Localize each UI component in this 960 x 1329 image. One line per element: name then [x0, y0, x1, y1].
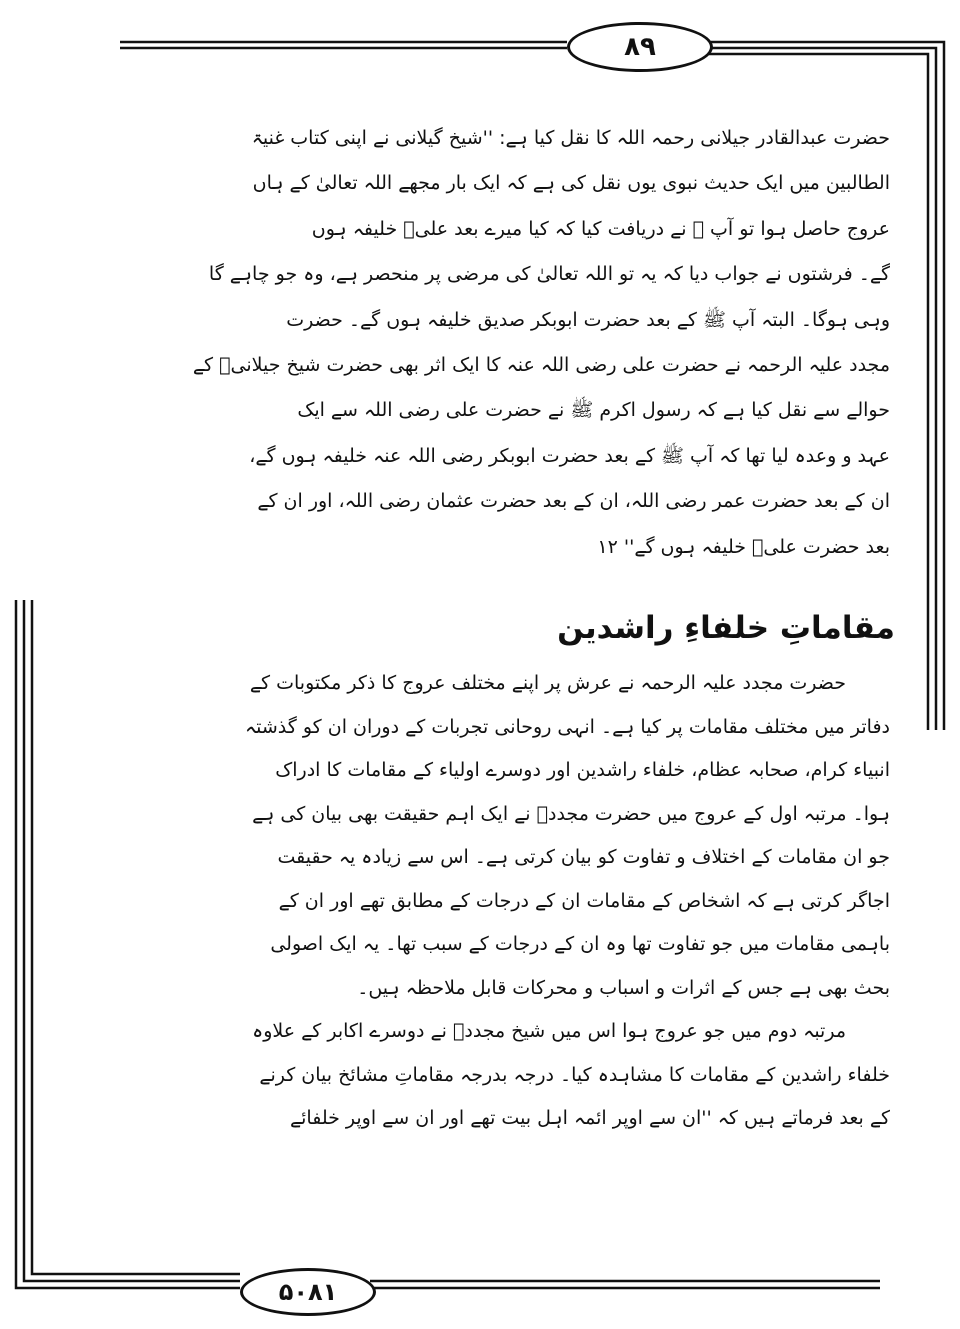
text-line: کے بعد فرماتے ہیں کہ ''ان سے اوپر ائمہ اہل بیت تھے اور ان سے اوپر خلفائے: [290, 1107, 890, 1129]
text-line: بحث بھی ہے جس کے اثرات و اسباب و محرکات قابل ملاحظہ ہیں۔: [357, 976, 890, 999]
text-line: مجدد علیہ الرحمہ نے حضرت علی رضی اللہ عنہ کا ایک اثر بھی حضرت شیخ جیلانیؒ کے: [192, 354, 890, 377]
text-line: الطالبین میں ایک حدیث نبوی یوں نقل کی ہے کہ ایک بار مجھے اللہ تعالیٰ کے ہاں: [252, 172, 890, 195]
paragraph-1: [160, 116, 890, 570]
text-line: مرتبہ دوم میں جو عروج ہوا اس میں شیخ مجددؒ نے دوسرے اکابر کے علاوہ: [252, 1020, 846, 1042]
page-number-top: ۸۹: [567, 22, 713, 72]
text-line: ہوا۔ مرتبہ اول کے عروج میں حضرت مجددؒ نے ایک اہم حقیقت بھی بیان کی ہے: [252, 802, 890, 825]
section-heading: مقاماتِ خلفاءِ راشدین: [557, 610, 895, 646]
text-line: وہی ہوگا۔ البتہ آپ ﷺ کے بعد حضرت ابوبکر صدیق خلیفہ ہوں گے۔ حضرت: [286, 308, 890, 331]
text-line: حوالے سے نقل کیا ہے کہ رسول اکرم ﷺ نے حضرت علی رضی اللہ سے ایک: [297, 399, 890, 422]
text-line: جو ان مقامات کے اختلاف و تفاوت کو بیان کرتی ہے۔ اس سے زیادہ یہ حقیقت: [277, 846, 890, 868]
text-line: خلفاء راشدین کے مقامات کا مشاہدہ کیا۔ درجہ بدرجہ مقاماتِ مشائخ بیان کرنے: [259, 1063, 890, 1086]
text-line: گے۔ فرشتوں نے جواب دیا کہ یہ تو اللہ تعالیٰ کی مرضی پر منحصر ہے، وہ جو چاہے گا: [208, 263, 890, 286]
text-line: بعد حضرت علیؓ خلیفہ ہوں گے'' ۱۲: [597, 535, 890, 558]
text-line: انبیاء کرام، صحابہ عظام، خلفاء راشدین اور دوسرے اولیاء کے مقامات کا ادراک: [275, 759, 890, 781]
text-line: حضرت عبدالقادر جیلانی رحمہ اللہ کا نقل کیا ہے: ''شیخ گیلانی نے اپنی کتاب غنیۃ: [251, 127, 890, 149]
text-line: باہمی مقامات میں جو تفاوت تھا وہ ان کے درجات کے سبب تھا۔ یہ ایک اصولی: [270, 933, 890, 955]
text-line: دفاتر میں مختلف مقامات پر کیا ہے۔ انہی روحانی تجربات کے دوران ان کو گذشتہ: [245, 715, 890, 738]
paragraph-2: [160, 662, 890, 1141]
text-line: حضرت مجدد علیہ الرحمہ نے عرش پر اپنے مختلف عروج کا ذکر مکتوبات کے: [249, 672, 846, 694]
page-number-bottom: ۵۰۸۱: [240, 1268, 376, 1316]
text-line: ان کے بعد حضرت عمر رضی اللہ، ان کے بعد حضرت عثمان رضی اللہ، اور ان کے: [257, 490, 890, 513]
text-line: عہد و وعدہ لیا تھا کہ آپ ﷺ کے بعد حضرت ابوبکر رضی اللہ عنہ خلیفہ ہوں گے،: [249, 444, 890, 467]
text-line: عروج حاصل ہوا تو آپ ﷺ نے دریافت کیا کہ کیا میرے بعد علیؓ خلیفہ ہوں: [311, 217, 890, 240]
text-line: اجاگر کرتی ہے کہ اشخاص کے مقامات ان کے درجات کے مطابق تھے اور ان کے: [278, 889, 890, 912]
